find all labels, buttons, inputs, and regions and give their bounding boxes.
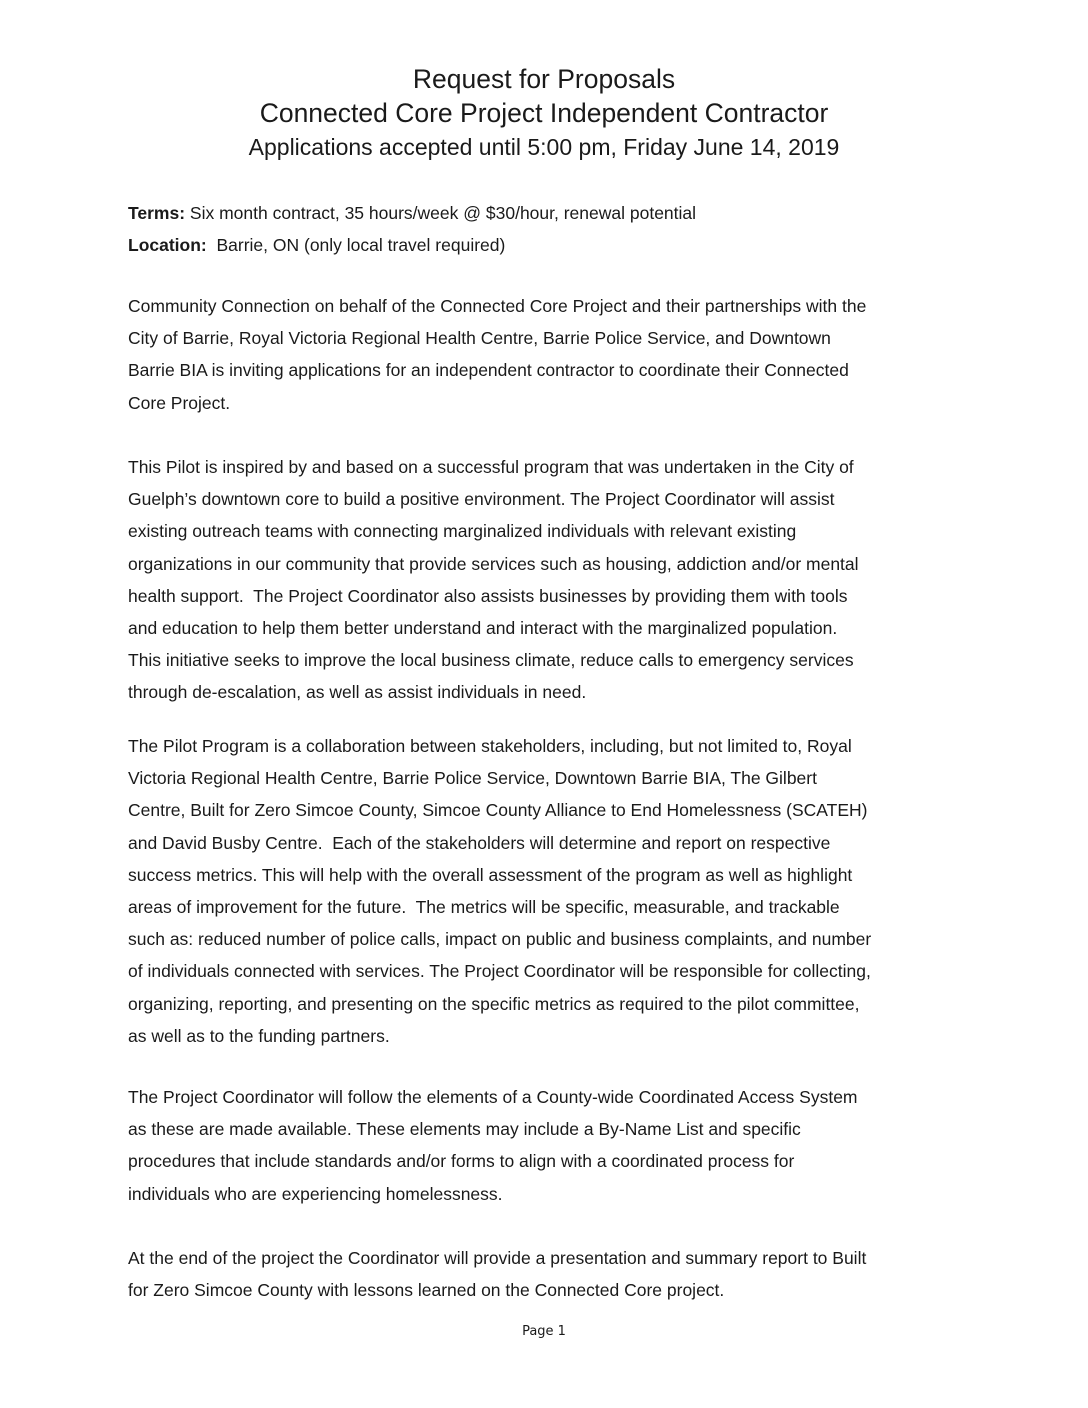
paragraph-line: as well as to the funding partners. bbox=[128, 1025, 390, 1046]
terms-row bbox=[128, 197, 696, 229]
paragraph-line: for Zero Simcoe County with lessons learned on the Connected Core project. bbox=[128, 1280, 725, 1301]
paragraph-pilot-program bbox=[128, 730, 968, 1052]
location-row bbox=[128, 229, 696, 261]
location-value: Barrie, ON (only local travel required) bbox=[206, 235, 506, 255]
paragraph-line: and David Busby Centre. Each of the stakeholders will determine and report on respective bbox=[128, 832, 831, 853]
paragraph-line: procedures that include standards and/or forms to align with a coordinated process for bbox=[128, 1151, 795, 1172]
paragraph-line: The Pilot Program is a collaboration between stakeholders, including, but not limited to, Royal bbox=[128, 736, 852, 756]
paragraph-line: as these are made available. These elements may include a By-Name List and specific bbox=[128, 1119, 801, 1140]
location-label: Location: bbox=[128, 235, 207, 255]
application-deadline: Applications accepted until 5:00 pm, Friday June 14, 2019 bbox=[248, 134, 840, 160]
paragraph-line: Centre, Built for Zero Simcoe County, Simcoe County Alliance to End Homelessness (SCATEH) bbox=[128, 800, 868, 821]
paragraph-line: individuals who are experiencing homelessness. bbox=[128, 1183, 503, 1204]
paragraph-line: This Pilot is inspired by and based on a successful program that was undertaken in the City of bbox=[128, 457, 854, 477]
paragraph-line: Barrie BIA is inviting applications for an independent contractor to coordinate their Connected bbox=[128, 360, 849, 381]
paragraph-intro bbox=[128, 290, 968, 419]
paragraph-line: of individuals connected with services. The Project Coordinator will be responsible for collecting, bbox=[128, 961, 871, 982]
paragraph-line: health support. The Project Coordinator also assists businesses by providing them with tools bbox=[128, 585, 848, 606]
paragraph-pilot-inspiration bbox=[128, 451, 968, 709]
paragraph-line: areas of improvement for the future. The metrics will be specific, measurable, and trackable bbox=[128, 897, 840, 918]
document-header bbox=[0, 62, 1088, 164]
document-subtitle: Connected Core Project Independent Contractor bbox=[259, 98, 829, 128]
paragraph-line: and education to help them better understand and interact with the marginalized population. bbox=[128, 618, 838, 639]
paragraph-line: Victoria Regional Health Centre, Barrie Police Service, Downtown Barrie BIA, The Gilbert bbox=[128, 768, 817, 789]
contract-details bbox=[128, 197, 696, 261]
paragraph-line: Community Connection on behalf of the Connected Core Project and their partnerships with the bbox=[128, 296, 867, 316]
terms-value: Six month contract, 35 hours/week @ $30/hour, renewal potential bbox=[185, 203, 697, 223]
paragraph-line: such as: reduced number of police calls, impact on public and business complaints, and number bbox=[128, 929, 872, 950]
paragraph-line: Guelph’s downtown core to build a positive environment. The Project Coordinator will assist bbox=[128, 489, 835, 510]
document-title: Request for Proposals bbox=[412, 64, 676, 94]
paragraph-line: Core Project. bbox=[128, 392, 231, 413]
paragraph-line: through de-escalation, as well as assist individuals in need. bbox=[128, 682, 587, 703]
paragraph-line: This initiative seeks to improve the local business climate, reduce calls to emergency services bbox=[128, 650, 854, 671]
paragraph-coordinated-access bbox=[128, 1081, 968, 1210]
paragraph-final-report bbox=[128, 1242, 968, 1306]
terms-label: Terms: bbox=[128, 203, 186, 223]
paragraph-line: success metrics. This will help with the overall assessment of the program as well as highlight bbox=[128, 864, 853, 885]
paragraph-line: existing outreach teams with connecting marginalized individuals with relevant existing bbox=[128, 521, 797, 542]
paragraph-line: The Project Coordinator will follow the elements of a County-wide Coordinated Access System bbox=[128, 1087, 858, 1107]
paragraph-line: organizing, reporting, and presenting on the specific metrics as required to the pilot committee, bbox=[128, 993, 860, 1014]
paragraph-line: At the end of the project the Coordinator will provide a presentation and summary report to Built bbox=[128, 1248, 867, 1268]
paragraph-line: City of Barrie, Royal Victoria Regional Health Centre, Barrie Police Service, and Downtown bbox=[128, 328, 831, 349]
paragraph-line: organizations in our community that provide services such as housing, addiction and/or mental bbox=[128, 553, 859, 574]
page-number: Page 1 bbox=[522, 1324, 566, 1339]
